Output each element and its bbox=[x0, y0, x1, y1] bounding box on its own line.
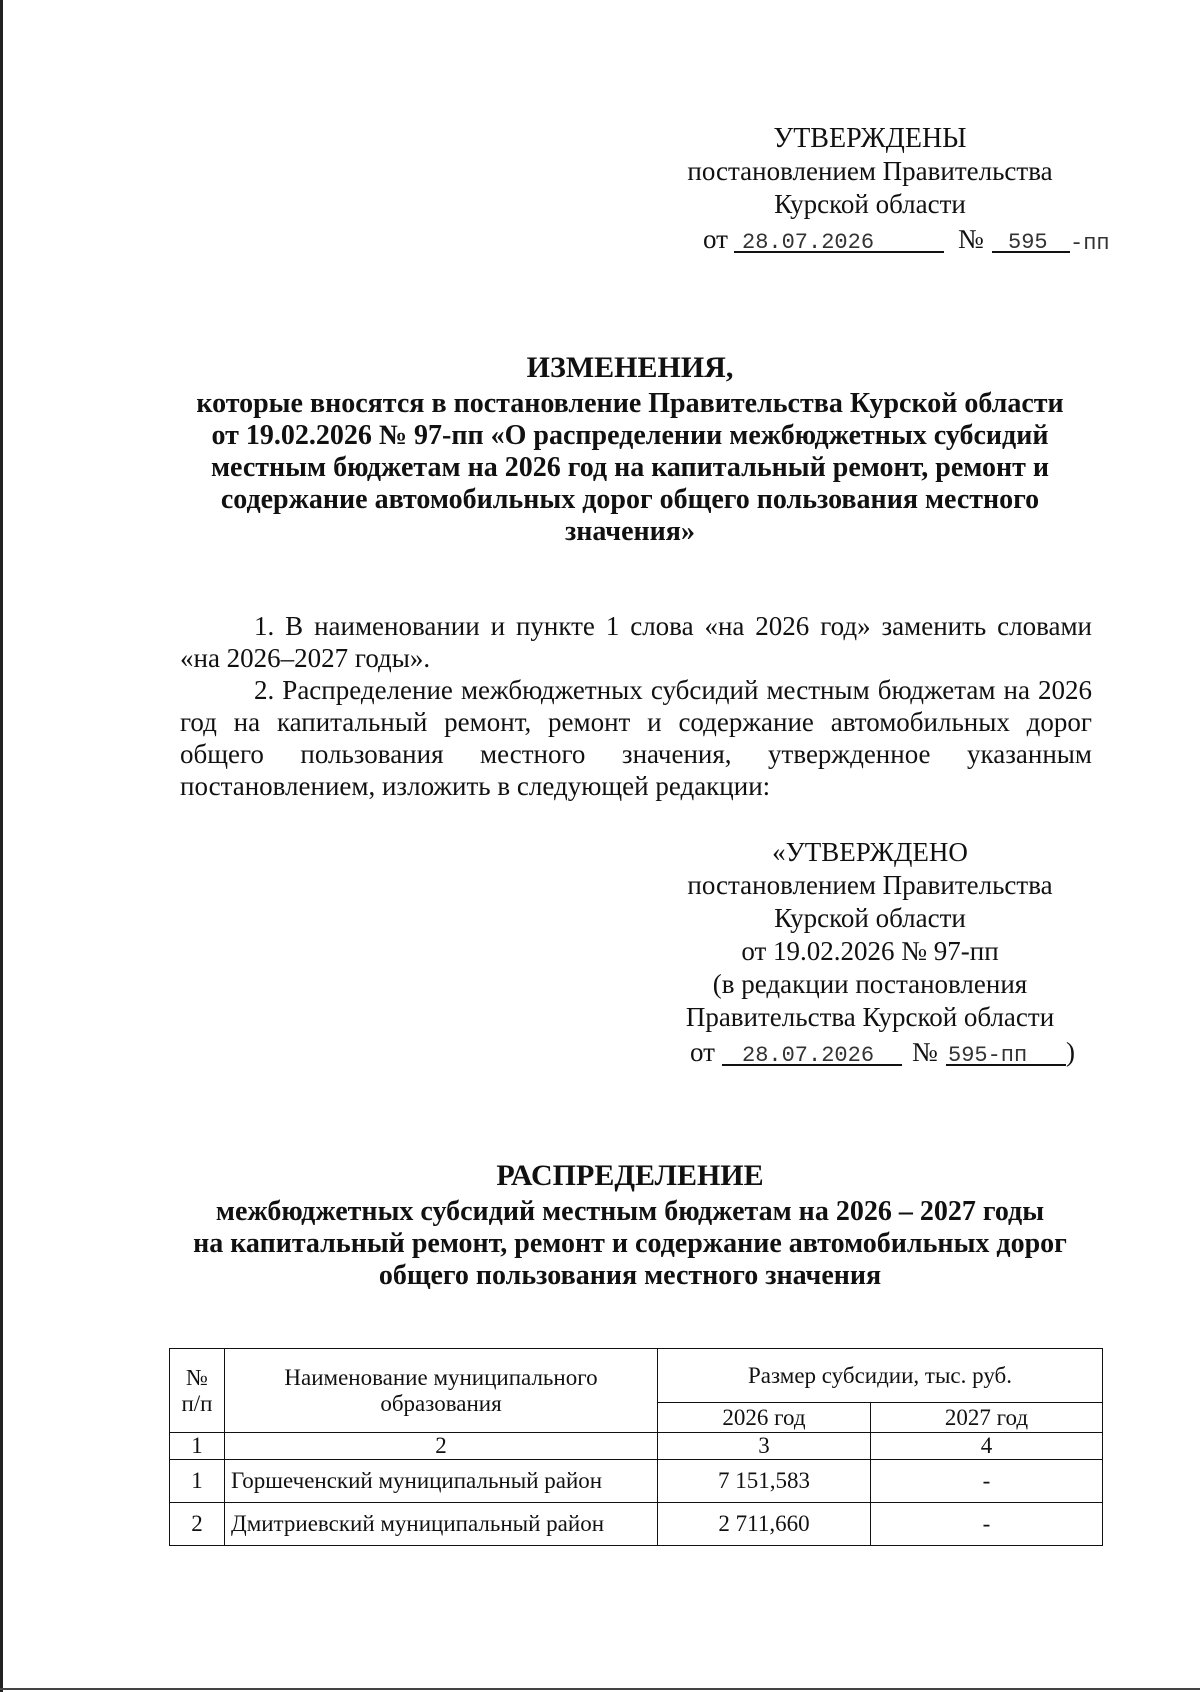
scan-edge-left bbox=[0, 0, 3, 1692]
header-num: № п/п bbox=[170, 1349, 225, 1433]
row-value-2026: 2 711,660 bbox=[658, 1503, 871, 1546]
approval2-title: «УТВЕРЖДЕНО bbox=[772, 837, 968, 867]
paragraph-1: 1. В наименовании и пункте 1 слова «на 2026 год» заменить словами «на 2026–2027 годы». bbox=[180, 611, 1092, 673]
approval-number-suffix: -пп bbox=[1070, 231, 1110, 256]
col-number-1: 1 bbox=[170, 1433, 225, 1460]
changes-line-1: которые вносятся в постановление Правительства Курской области bbox=[196, 388, 1064, 419]
from-label: от bbox=[703, 224, 728, 254]
approval2-line-4: (в редакции постановления bbox=[712, 969, 1028, 999]
distribution-line-3: общего пользования местного значения bbox=[378, 1260, 882, 1291]
number2-label: № bbox=[912, 1037, 938, 1067]
changes-line-2: от 19.02.2026 № 97-пп «О распределении межбюджетных субсидий bbox=[211, 420, 1049, 451]
date2-underline bbox=[722, 1036, 902, 1066]
number-label: № bbox=[958, 224, 984, 254]
approval-line-2: Курской области bbox=[774, 189, 966, 219]
changes-line-5: значения» bbox=[565, 516, 695, 547]
distribution-table bbox=[169, 1348, 1103, 1546]
approval2-line-3: от 19.02.2026 № 97-пп bbox=[741, 936, 999, 966]
body-paragraphs bbox=[180, 610, 1092, 802]
row-num: 2 bbox=[170, 1503, 225, 1546]
row-name: Дмитриевский муниципальный район bbox=[225, 1503, 658, 1546]
col-number-4: 4 bbox=[871, 1433, 1103, 1460]
row-num: 1 bbox=[170, 1460, 225, 1503]
approval-block-top bbox=[640, 122, 1110, 257]
number-underline bbox=[992, 223, 1070, 253]
date-underline bbox=[734, 223, 944, 253]
changes-heading bbox=[160, 352, 1100, 548]
distribution-title: РАСПРЕДЕЛЕНИЕ bbox=[496, 1159, 764, 1192]
paragraph-2: 2. Распределение межбюджетных субсидий местным бюджетам на 2026 год на капитальный ремонт, ремонт и содержание автомобильных дорог общего пользования местного значения, утвержденное указанным постановлением, изложить в следующей редакции: bbox=[180, 675, 1092, 801]
distribution-line-2: на капитальный ремонт, ремонт и содержание автомобильных дорог bbox=[193, 1228, 1067, 1259]
row-value-2027: - bbox=[871, 1503, 1103, 1546]
approval-number: 595 bbox=[1008, 230, 1048, 255]
scan-edge-bottom bbox=[0, 1688, 1200, 1690]
number2-underline bbox=[946, 1036, 1066, 1066]
approval-date: 28.07.2026 bbox=[742, 230, 875, 255]
header-name: Наименование муниципального образования bbox=[225, 1349, 658, 1433]
col-number-2: 2 bbox=[225, 1433, 658, 1460]
row-value-2027: - bbox=[871, 1460, 1103, 1503]
approval2-line-1: постановлением Правительства bbox=[687, 870, 1053, 900]
approval2-line-5: Правительства Курской области bbox=[685, 1002, 1055, 1032]
header-2026: 2026 год bbox=[658, 1403, 871, 1433]
approval-block-second bbox=[640, 836, 1100, 1070]
changes-title: ИЗМЕНЕНИЯ, bbox=[526, 351, 734, 384]
approval2-date-row bbox=[640, 1034, 1100, 1070]
approval2-number: 595-пп bbox=[948, 1043, 1028, 1068]
table-row bbox=[170, 1460, 1103, 1503]
row-name: Горшеченский муниципальный район bbox=[225, 1460, 658, 1503]
header-size: Размер субсидии, тыс. руб. bbox=[658, 1349, 1103, 1403]
approval2-close: ) bbox=[1066, 1037, 1075, 1067]
table-row bbox=[170, 1503, 1103, 1546]
changes-line-3: местным бюджетам на 2026 год на капитальный ремонт, ремонт и bbox=[210, 452, 1050, 483]
approval-line-1: постановлением Правительства bbox=[687, 156, 1053, 186]
approval-title: УТВЕРЖДЕНЫ bbox=[773, 123, 967, 154]
col-number-3: 3 bbox=[658, 1433, 871, 1460]
changes-line-4: содержание автомобильных дорог общего пользования местного bbox=[220, 484, 1040, 515]
distribution-line-1: межбюджетных субсидий местным бюджетам на 2026 – 2027 годы bbox=[215, 1196, 1045, 1227]
row-value-2026: 7 151,583 bbox=[658, 1460, 871, 1503]
approval2-date: 28.07.2026 bbox=[742, 1043, 875, 1068]
approval2-line-2: Курской области bbox=[774, 903, 966, 933]
approval-date-row bbox=[640, 221, 1110, 257]
distribution-heading bbox=[160, 1160, 1100, 1292]
header-2027: 2027 год bbox=[871, 1403, 1103, 1433]
from2-label: от bbox=[690, 1037, 715, 1067]
